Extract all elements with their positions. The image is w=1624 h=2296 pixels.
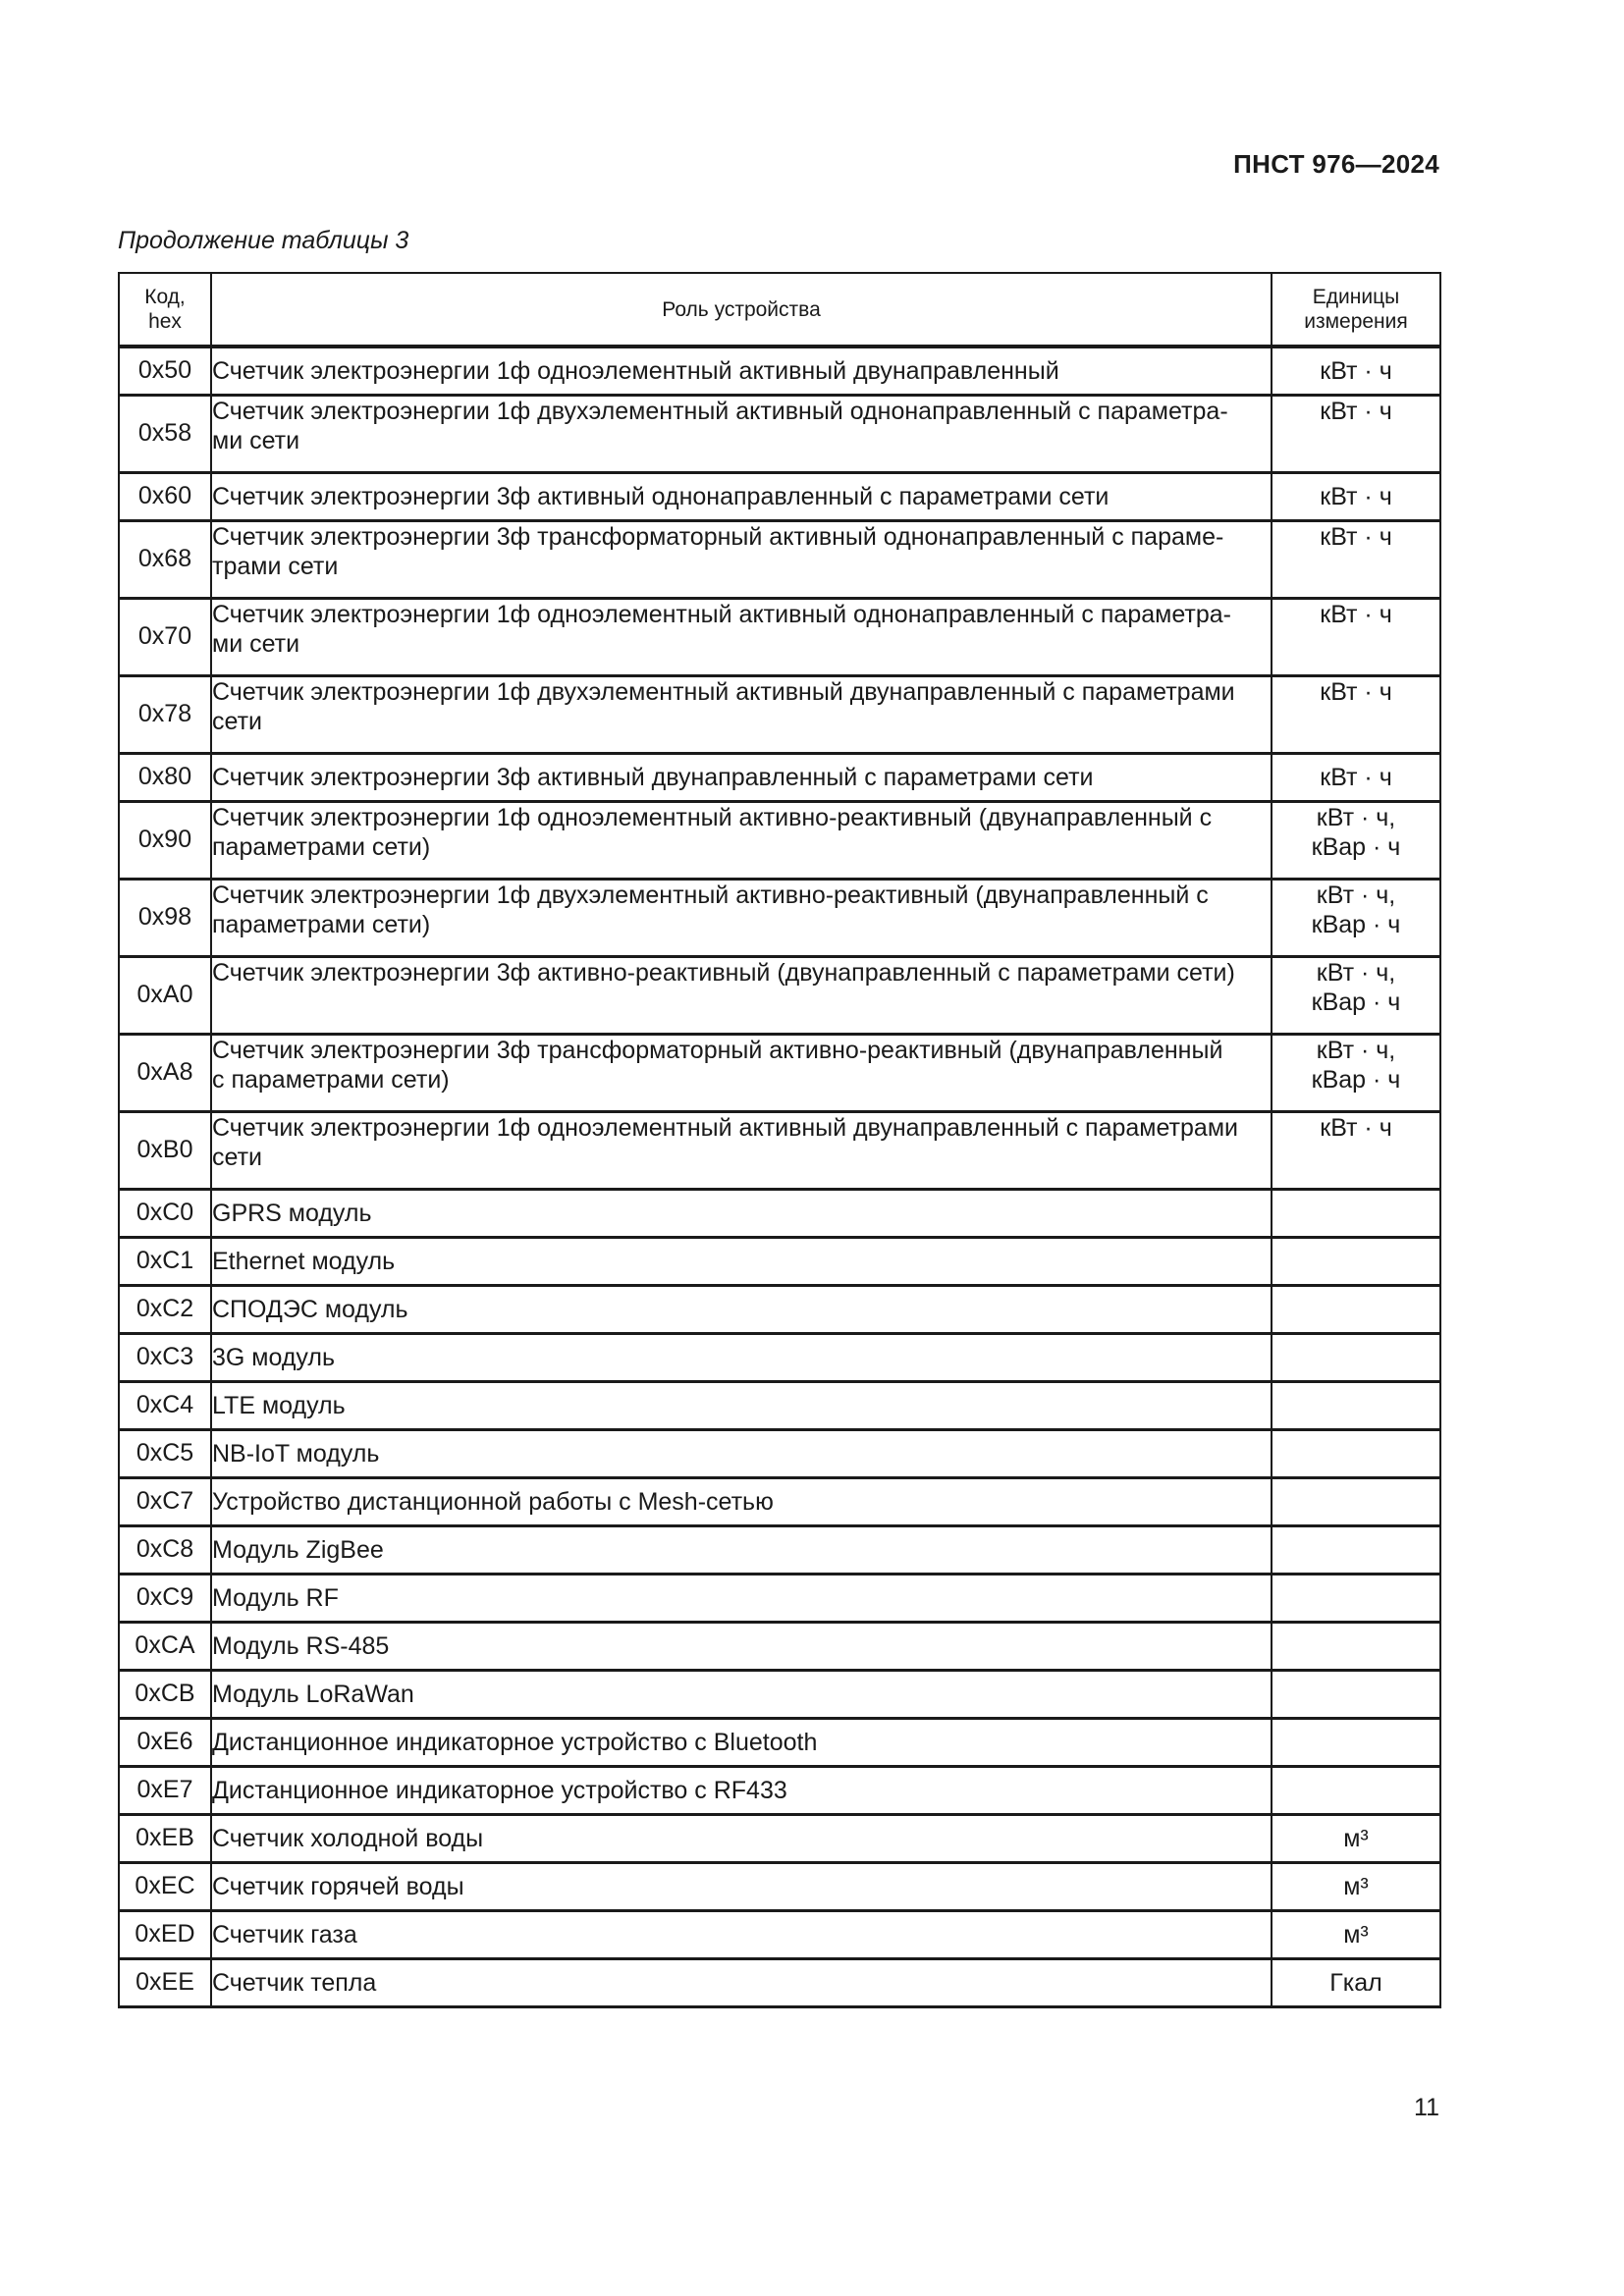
device-code-cell: 0xCB — [119, 1670, 211, 1718]
device-code-cell: 0xC1 — [119, 1237, 211, 1285]
device-role-line: ми сети — [212, 629, 300, 658]
table-row — [119, 956, 1440, 1034]
measurement-unit-cell — [1272, 347, 1440, 395]
measurement-unit-line: кВт · ч — [1320, 763, 1392, 791]
device-role-cell — [211, 472, 1272, 520]
table-row — [119, 1862, 1440, 1910]
device-role-line: Модуль ZigBee — [212, 1535, 384, 1564]
column-header-unit-line: измерения — [1304, 310, 1408, 333]
column-header-code — [119, 273, 211, 347]
measurement-unit-cell — [1272, 1622, 1440, 1670]
measurement-unit-cell — [1272, 1525, 1440, 1574]
table-row — [119, 520, 1440, 598]
table-row — [119, 879, 1440, 956]
device-code-cell: 0x58 — [119, 395, 211, 472]
measurement-unit-cell — [1272, 1189, 1440, 1237]
measurement-unit-cell — [1272, 753, 1440, 801]
device-role-cell — [211, 520, 1272, 598]
device-role-cell — [211, 1477, 1272, 1525]
device-code-cell: 0xE7 — [119, 1766, 211, 1814]
device-role-cell — [211, 1958, 1272, 2006]
device-role-line: параметрами сети) — [212, 910, 431, 938]
device-code-cell: 0xCA — [119, 1622, 211, 1670]
table-row — [119, 598, 1440, 675]
device-role-cell — [211, 1285, 1272, 1333]
measurement-unit-line: кВт · ч, — [1316, 881, 1396, 909]
table-row — [119, 1670, 1440, 1718]
device-role-cell — [211, 1622, 1272, 1670]
device-role-line: Счетчик электроэнергии 1ф одноэлементный активный двунаправленный — [212, 356, 1059, 385]
device-code-cell: 0xEC — [119, 1862, 211, 1910]
measurement-unit-cell — [1272, 1862, 1440, 1910]
measurement-unit-line: кВт · ч — [1320, 677, 1392, 706]
measurement-unit-cell — [1272, 520, 1440, 598]
device-role-line: Счетчик электроэнергии 1ф двухэлементный активно-реактивный (двунаправленный с — [212, 881, 1209, 909]
measurement-unit-line: кВт · ч — [1320, 356, 1392, 385]
measurement-unit-cell — [1272, 1910, 1440, 1958]
measurement-unit-cell — [1272, 879, 1440, 956]
table-row — [119, 1285, 1440, 1333]
measurement-unit-line: кВт · ч, — [1316, 803, 1396, 831]
device-role-cell — [211, 1862, 1272, 1910]
measurement-unit-cell — [1272, 675, 1440, 753]
device-role-line: сети — [212, 707, 262, 735]
measurement-unit-cell — [1272, 1814, 1440, 1862]
table-header-row — [119, 273, 1440, 347]
measurement-unit-cell — [1272, 1477, 1440, 1525]
device-role-line: сети — [212, 1143, 262, 1171]
device-role-line: Устройство дистанционной работы с Mesh-сетью — [212, 1487, 774, 1516]
device-role-line: Ethernet модуль — [212, 1247, 396, 1275]
device-code-cell: 0x78 — [119, 675, 211, 753]
device-role-cell — [211, 1718, 1272, 1766]
device-role-cell — [211, 1333, 1272, 1381]
device-code-cell: 0xC7 — [119, 1477, 211, 1525]
device-role-line: Счетчик электроэнергии 3ф трансформаторный активно-реактивный (двунаправленный — [212, 1036, 1223, 1064]
device-role-line: Счетчик горячей воды — [212, 1872, 464, 1900]
device-role-cell — [211, 1381, 1272, 1429]
table-row — [119, 801, 1440, 879]
table-row — [119, 1237, 1440, 1285]
device-role-line: Счетчик электроэнергии 1ф одноэлементный активно-реактивный (двунаправленный с — [212, 803, 1213, 831]
document-id: ПНСТ 976—2024 — [1233, 149, 1439, 179]
measurement-unit-cell — [1272, 1111, 1440, 1189]
device-role-cell — [211, 1910, 1272, 1958]
device-role-cell — [211, 801, 1272, 879]
device-role-line: Счетчик электроэнергии 3ф активный однонаправленный с параметрами сети — [212, 482, 1110, 510]
device-code-cell: 0xC0 — [119, 1189, 211, 1237]
measurement-unit-line: кВар · ч — [1311, 988, 1401, 1016]
measurement-unit-cell — [1272, 801, 1440, 879]
column-header-unit-line: Единицы — [1312, 286, 1400, 308]
device-code-cell: 0xC5 — [119, 1429, 211, 1477]
measurement-unit-cell — [1272, 1034, 1440, 1111]
measurement-unit-line: кВар · ч — [1311, 832, 1401, 861]
measurement-unit-cell — [1272, 1574, 1440, 1622]
device-role-cell — [211, 675, 1272, 753]
device-code-cell: 0xC2 — [119, 1285, 211, 1333]
device-code-cell: 0xA8 — [119, 1034, 211, 1111]
table-row — [119, 347, 1440, 395]
device-code-cell: 0xB0 — [119, 1111, 211, 1189]
measurement-unit-cell — [1272, 1285, 1440, 1333]
device-code-cell: 0x70 — [119, 598, 211, 675]
device-role-cell — [211, 1670, 1272, 1718]
device-role-line: Модуль RF — [212, 1583, 339, 1612]
device-role-cell — [211, 347, 1272, 395]
measurement-unit-cell — [1272, 1333, 1440, 1381]
device-role-line: Счетчик электроэнергии 1ф одноэлементный активный двунаправленный с параметрами — [212, 1113, 1238, 1142]
measurement-unit-line: м³ — [1343, 1920, 1369, 1949]
table-row — [119, 753, 1440, 801]
column-header-role: Роль устройства — [211, 273, 1272, 347]
device-role-line: параметрами сети) — [212, 832, 431, 861]
device-code-cell: 0x80 — [119, 753, 211, 801]
device-role-line: Дистанционное индикаторное устройство с RF433 — [212, 1776, 787, 1804]
device-role-cell — [211, 1429, 1272, 1477]
device-role-cell — [211, 598, 1272, 675]
device-code-cell: 0x60 — [119, 472, 211, 520]
measurement-unit-line: м³ — [1343, 1872, 1369, 1900]
column-header-code-line: hex — [148, 310, 182, 333]
device-code-cell: 0xC3 — [119, 1333, 211, 1381]
measurement-unit-cell — [1272, 1670, 1440, 1718]
measurement-unit-line: кВт · ч, — [1316, 958, 1396, 987]
measurement-unit-cell — [1272, 1766, 1440, 1814]
column-header-unit — [1272, 273, 1440, 347]
measurement-unit-cell — [1272, 1718, 1440, 1766]
table-row — [119, 1622, 1440, 1670]
device-code-cell: 0xC9 — [119, 1574, 211, 1622]
device-code-cell: 0x90 — [119, 801, 211, 879]
table-row — [119, 1574, 1440, 1622]
device-role-cell — [211, 879, 1272, 956]
device-role-line: LTE модуль — [212, 1391, 346, 1419]
device-role-cell — [211, 1034, 1272, 1111]
table-row — [119, 1814, 1440, 1862]
device-role-table — [118, 272, 1441, 2008]
device-role-line: Счетчик газа — [212, 1920, 357, 1949]
measurement-unit-cell — [1272, 472, 1440, 520]
device-role-cell — [211, 395, 1272, 472]
table-row — [119, 1910, 1440, 1958]
table-row — [119, 1477, 1440, 1525]
measurement-unit-line: кВт · ч — [1320, 522, 1392, 551]
device-code-cell: 0x98 — [119, 879, 211, 956]
table-row — [119, 1034, 1440, 1111]
device-role-line: NB-IoT модуль — [212, 1439, 380, 1468]
measurement-unit-line: Гкал — [1329, 1968, 1382, 1997]
table-row — [119, 1333, 1440, 1381]
table-row — [119, 1111, 1440, 1189]
measurement-unit-cell — [1272, 1381, 1440, 1429]
device-code-cell: 0xED — [119, 1910, 211, 1958]
measurement-unit-cell — [1272, 1237, 1440, 1285]
device-code-cell: 0x50 — [119, 347, 211, 395]
device-role-line: СПОДЭС модуль — [212, 1295, 408, 1323]
device-role-cell — [211, 956, 1272, 1034]
measurement-unit-cell — [1272, 1429, 1440, 1477]
device-role-line: Дистанционное индикаторное устройство с Bluetooth — [212, 1728, 818, 1756]
device-role-cell — [211, 1237, 1272, 1285]
measurement-unit-line: кВт · ч, — [1316, 1036, 1396, 1064]
device-code-cell: 0xC4 — [119, 1381, 211, 1429]
table-row — [119, 1525, 1440, 1574]
device-role-line: Счетчик электроэнергии 3ф активный двунаправленный с параметрами сети — [212, 763, 1094, 791]
device-role-cell — [211, 1814, 1272, 1862]
device-role-line: Счетчик электроэнергии 3ф активно-реактивный (двунаправленный с параметрами сети) — [212, 958, 1235, 987]
table-row — [119, 1381, 1440, 1429]
table-row — [119, 1958, 1440, 2006]
device-role-line: Модуль LoRaWan — [212, 1680, 414, 1708]
device-role-cell — [211, 1111, 1272, 1189]
device-code-cell: 0xE6 — [119, 1718, 211, 1766]
device-role-cell — [211, 753, 1272, 801]
device-role-line: Счетчик тепла — [212, 1968, 377, 1997]
measurement-unit-cell — [1272, 598, 1440, 675]
table-row — [119, 1189, 1440, 1237]
device-role-line: Модуль RS-485 — [212, 1631, 390, 1660]
measurement-unit-cell — [1272, 395, 1440, 472]
page-number: 11 — [1414, 2094, 1439, 2121]
measurement-unit-line: кВар · ч — [1311, 910, 1401, 938]
measurement-unit-line: кВт · ч — [1320, 397, 1392, 425]
table-continuation-caption: Продолжение таблицы 3 — [118, 227, 409, 254]
table-row — [119, 395, 1440, 472]
device-code-cell: 0x68 — [119, 520, 211, 598]
device-role-line: Счетчик электроэнергии 3ф трансформаторный активный однонаправленный с параме- — [212, 522, 1224, 551]
table-row — [119, 1766, 1440, 1814]
device-role-line: с параметрами сети) — [212, 1065, 450, 1094]
device-role-line: Счетчик электроэнергии 1ф одноэлементный активный однонаправленный с параметра- — [212, 600, 1231, 628]
measurement-unit-line: м³ — [1343, 1824, 1369, 1852]
device-role-cell — [211, 1766, 1272, 1814]
device-code-cell: 0xC8 — [119, 1525, 211, 1574]
device-role-line: ми сети — [212, 426, 300, 454]
measurement-unit-cell — [1272, 956, 1440, 1034]
column-header-code-line: Код, — [144, 286, 186, 308]
device-role-cell — [211, 1189, 1272, 1237]
measurement-unit-line: кВар · ч — [1311, 1065, 1401, 1094]
device-role-cell — [211, 1574, 1272, 1622]
device-role-line: Счетчик электроэнергии 1ф двухэлементный активный однонаправленный с параметра- — [212, 397, 1228, 425]
table-row — [119, 1718, 1440, 1766]
table-row — [119, 472, 1440, 520]
device-role-cell — [211, 1525, 1272, 1574]
device-role-line: 3G модуль — [212, 1343, 335, 1371]
device-role-line: Счетчик электроэнергии 1ф двухэлементный активный двунаправленный с параметрами — [212, 677, 1235, 706]
device-role-line: трами сети — [212, 552, 339, 580]
table-row — [119, 675, 1440, 753]
measurement-unit-line: кВт · ч — [1320, 482, 1392, 510]
device-code-cell: 0xEB — [119, 1814, 211, 1862]
device-code-cell: 0xA0 — [119, 956, 211, 1034]
device-role-line: Счетчик холодной воды — [212, 1824, 484, 1852]
device-role-line: GPRS модуль — [212, 1199, 372, 1227]
measurement-unit-line: кВт · ч — [1320, 1113, 1392, 1142]
table-row — [119, 1429, 1440, 1477]
measurement-unit-cell — [1272, 1958, 1440, 2006]
measurement-unit-line: кВт · ч — [1320, 600, 1392, 628]
device-code-cell: 0xEE — [119, 1958, 211, 2006]
